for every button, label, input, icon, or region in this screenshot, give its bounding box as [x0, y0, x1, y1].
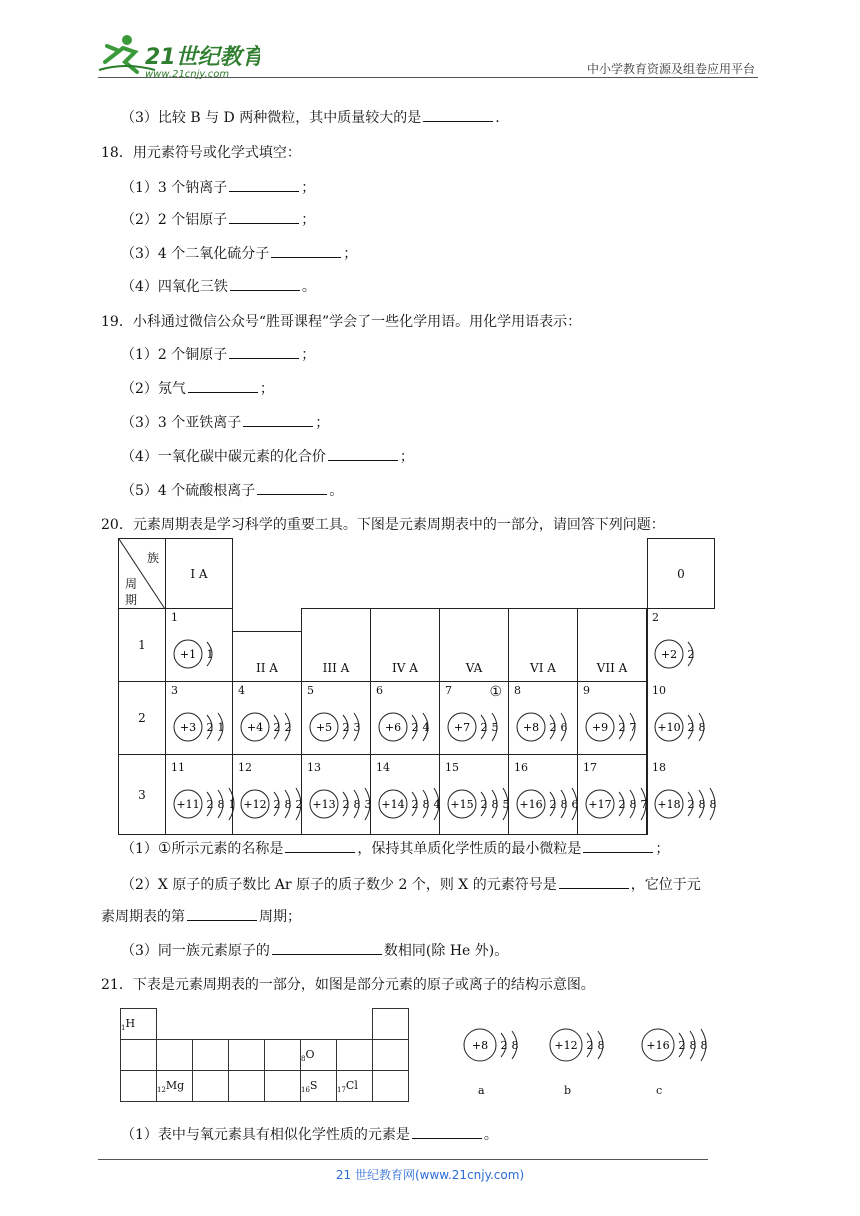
site-logo: [95, 32, 260, 80]
svg-text:1: 1: [228, 797, 236, 811]
q20-2: （2）X 原子的质子数比 Ar 原子的质子数少 2 个，则 X 的元素符号是 ，它位于元: [121, 874, 701, 894]
logo-url: www.21cnjy.com: [145, 69, 230, 80]
svg-text:2: 2: [273, 721, 281, 734]
element-cell: [166, 609, 233, 682]
svg-text:+10: +10: [657, 721, 681, 734]
svg-text:3: 3: [353, 721, 361, 734]
atomic-number: 4: [238, 684, 245, 697]
period-label-1: 1: [119, 609, 166, 682]
diagram-label: b: [564, 1084, 572, 1097]
element-cell: [302, 755, 371, 835]
svg-text:+11: +11: [176, 797, 200, 811]
periodic-table: [118, 538, 715, 835]
cell-blank: [337, 1040, 373, 1071]
svg-text:5: 5: [491, 721, 499, 734]
cell-o: $_8$O: [301, 1040, 337, 1071]
mini-periodic-table: [120, 1008, 409, 1102]
svg-text:7: 7: [629, 721, 637, 734]
svg-text:2: 2: [480, 721, 488, 734]
element-cell: [302, 682, 371, 755]
svg-text:6: 6: [571, 797, 579, 811]
answer-blank[interactable]: [187, 906, 257, 921]
answer-blank[interactable]: [243, 412, 313, 427]
q21-1: （1）表中与氧元素具有相似化学性质的元素是 。: [121, 1124, 498, 1144]
atomic-number: 15: [445, 760, 459, 774]
q19-4: （4）一氧化碳中碳元素的化合价 ；: [121, 446, 414, 466]
svg-text:2: 2: [284, 721, 292, 734]
svg-text:+6: +6: [384, 721, 402, 734]
atomic-number: 3: [171, 684, 178, 697]
svg-text:8: 8: [700, 1039, 708, 1052]
period-label-2: 2: [119, 682, 166, 755]
atomic-number: 9: [583, 684, 590, 697]
header-divider: [98, 77, 758, 78]
svg-text:+17: +17: [588, 797, 612, 811]
answer-blank[interactable]: [188, 378, 258, 393]
group-header-6a: VI A: [509, 609, 578, 682]
svg-text:2: 2: [206, 721, 214, 734]
element-cell: [440, 682, 509, 755]
answer-blank[interactable]: [285, 838, 355, 853]
atomic-number: 13: [307, 760, 321, 774]
q20-1: （1）①所示元素的名称是 ，保持其单质化学性质的最小微粒是 ；: [121, 839, 670, 857]
group-header-4a: IV A: [371, 609, 440, 682]
atom-structure-diagram: [651, 779, 744, 832]
q19-5: （5）4 个硫酸根离子 。: [121, 480, 343, 500]
q18-3: （3）4 个二氧化硫分子 ；: [121, 243, 357, 263]
q19-2: （2）氖气 ；: [121, 378, 274, 398]
answer-blank[interactable]: [230, 276, 300, 291]
cell-blank: [265, 1040, 301, 1071]
element-cell: [371, 755, 440, 835]
marker-circled-one: ①: [489, 684, 502, 700]
atomic-number: 7: [445, 684, 452, 697]
q19-3: （3）3 个亚铁离子 ；: [121, 412, 329, 432]
q20-title: 20．元素周期表是学习科学的重要工具。下图是元素周期表中的一部分，请回答下列问题：: [101, 517, 665, 533]
diagram-label: c: [656, 1084, 663, 1097]
atomic-number: 12: [238, 760, 252, 774]
atomic-number: 14: [376, 760, 390, 774]
svg-text:8: 8: [689, 1039, 697, 1052]
structure-diagram-c: [638, 1018, 735, 1097]
element-cell: [578, 755, 647, 835]
answer-blank[interactable]: [271, 243, 341, 258]
svg-text:2: 2: [618, 797, 626, 811]
q21-title: 21．下表是元素周期表的一部分，如图是部分元素的原子或离子的结构示意图。: [101, 977, 595, 993]
svg-text:2: 2: [411, 721, 419, 734]
answer-blank[interactable]: [272, 940, 382, 955]
atomic-number: 8: [514, 684, 521, 697]
svg-text:+8: +8: [471, 1039, 489, 1052]
diagram-label: a: [478, 1084, 485, 1097]
group-header-1a: I A: [166, 539, 233, 609]
cell-blank: [121, 1040, 157, 1071]
svg-text:2: 2: [411, 797, 419, 811]
svg-text:8: 8: [698, 721, 706, 734]
q19-title: 19．小科通过微信公众号“胜哥课程”学会了一些化学用语。用化学用语表示：: [101, 314, 582, 330]
element-cell: [166, 755, 236, 835]
svg-text:8: 8: [709, 797, 717, 811]
svg-text:8: 8: [217, 797, 225, 811]
atomic-number: 17: [583, 760, 597, 774]
svg-text:+13: +13: [312, 797, 336, 811]
svg-text:1: 1: [206, 648, 214, 661]
svg-text:2: 2: [206, 797, 214, 811]
group-header-5a: VA: [440, 609, 509, 682]
q20-2-cont: 素周期表的第 周期；: [101, 906, 301, 926]
cell-blank: [373, 1009, 409, 1040]
group-header-7a: VII A: [578, 609, 647, 682]
atomic-number: 5: [307, 684, 314, 697]
svg-text:8: 8: [629, 797, 637, 811]
cell-cl: $_{17}$Cl: [337, 1071, 373, 1102]
logo-text: 21世纪教育: [145, 45, 260, 70]
footer-divider: [98, 1159, 708, 1160]
svg-text:2: 2: [678, 1039, 686, 1052]
cell-blank: [193, 1071, 229, 1102]
element-cell: [509, 682, 578, 755]
answer-blank[interactable]: [423, 107, 493, 122]
answer-blank[interactable]: [257, 480, 327, 495]
answer-blank[interactable]: [229, 209, 299, 224]
svg-text:+16: +16: [519, 797, 543, 811]
svg-text:2: 2: [687, 648, 695, 661]
svg-text:+5: +5: [315, 721, 333, 734]
q20-3: （3）同一族元素原子的 数相同(除 He 外)。: [121, 940, 508, 960]
svg-text:+18: +18: [657, 797, 681, 811]
atom-structure-diagram: [651, 629, 722, 682]
answer-blank[interactable]: [328, 446, 398, 461]
q18-2: （2）2 个铝原子 ；: [121, 209, 315, 229]
cell-blank: [121, 1071, 157, 1102]
structure-diagram-a: [460, 1018, 546, 1097]
svg-text:2: 2: [295, 797, 303, 811]
svg-text:+12: +12: [554, 1039, 578, 1052]
atomic-number: 16: [514, 760, 528, 774]
svg-text:8: 8: [491, 797, 499, 811]
svg-text:2: 2: [618, 721, 626, 734]
header-platform-text: 中小学教育资源及组卷应用平台: [586, 62, 755, 76]
answer-blank[interactable]: [229, 344, 299, 359]
answer-blank[interactable]: [583, 838, 653, 853]
q19-1: （1）2 个铜原子 ；: [121, 344, 315, 364]
period-label-3: 3: [119, 755, 166, 835]
answer-blank[interactable]: [229, 177, 299, 192]
structure-diagram-b: [546, 1018, 632, 1097]
group-header-0: 0: [648, 539, 715, 609]
cell-s: $_{16}$S: [301, 1071, 337, 1102]
svg-text:+7: +7: [453, 721, 471, 734]
svg-text:7: 7: [640, 797, 648, 811]
group-header-3a: III A: [302, 609, 371, 682]
atomic-number: 6: [376, 684, 383, 697]
svg-text:8: 8: [422, 797, 430, 811]
svg-text:8: 8: [698, 797, 706, 811]
svg-text:+3: +3: [179, 721, 197, 734]
cell-blank: [193, 1040, 229, 1071]
element-cell: [233, 682, 302, 755]
element-cell: [371, 682, 440, 755]
svg-text:2: 2: [342, 721, 350, 734]
svg-text:8: 8: [284, 797, 292, 811]
element-cell: [233, 755, 302, 835]
svg-text:8: 8: [353, 797, 361, 811]
svg-text:+2: +2: [660, 648, 678, 661]
svg-text:2: 2: [480, 797, 488, 811]
atomic-number: 10: [652, 684, 666, 697]
svg-text:8: 8: [560, 797, 568, 811]
cell-blank: [229, 1071, 265, 1102]
cell-blank: [265, 1071, 301, 1102]
svg-text:2: 2: [342, 797, 350, 811]
cell-h: $_1$H: [121, 1009, 157, 1040]
element-cell: [647, 609, 695, 682]
svg-text:2: 2: [273, 797, 281, 811]
svg-text:8: 8: [597, 1039, 605, 1052]
table-corner: 族 周 期: [119, 539, 166, 609]
cell-blank: [373, 1071, 409, 1102]
atomic-number: 2: [652, 611, 659, 624]
q18-1: （1）3 个钠离子 ；: [121, 177, 315, 197]
svg-text:2: 2: [500, 1039, 508, 1052]
cell-blank: [157, 1040, 193, 1071]
svg-text:4: 4: [422, 721, 430, 734]
answer-blank[interactable]: [412, 1124, 482, 1139]
svg-text:+1: +1: [179, 648, 197, 661]
svg-text:+4: +4: [246, 721, 264, 734]
svg-text:8: 8: [511, 1039, 519, 1052]
svg-text:2: 2: [586, 1039, 594, 1052]
q18-title: 18．用元素符号或化学式填空：: [101, 145, 301, 161]
svg-text:+14: +14: [381, 797, 405, 811]
footer-text: 21 世纪教育网(www.21cnjy.com): [335, 1168, 525, 1182]
svg-text:2: 2: [687, 721, 695, 734]
atomic-number: 18: [652, 760, 666, 774]
q17-3: （3）比较 B 与 D 两种微粒，其中质量较大的是 .: [121, 107, 500, 127]
svg-text:+12: +12: [243, 797, 267, 811]
svg-text:3: 3: [364, 797, 372, 811]
svg-text:2: 2: [549, 797, 557, 811]
cell-blank: [373, 1040, 409, 1071]
group-header-2a: II A: [233, 609, 302, 682]
element-cell: [166, 682, 233, 755]
atom-structure-diagram: [170, 629, 241, 682]
atom-structure-diagram: [651, 702, 733, 755]
cell-mg: $_{12}$Mg: [157, 1071, 193, 1102]
element-cell: [440, 755, 509, 835]
element-cell: [509, 755, 578, 835]
svg-text:+16: +16: [646, 1039, 670, 1052]
atomic-number: 11: [171, 760, 185, 774]
svg-text:2: 2: [549, 721, 557, 734]
svg-text:1: 1: [217, 721, 225, 734]
svg-text:+8: +8: [522, 721, 540, 734]
cell-blank: [229, 1040, 265, 1071]
svg-text:5: 5: [502, 797, 510, 811]
svg-text:2: 2: [687, 797, 695, 811]
answer-blank[interactable]: [559, 874, 629, 889]
element-cell: [578, 682, 647, 755]
svg-text:6: 6: [560, 721, 568, 734]
q18-4: （4）四氧化三铁 。: [121, 276, 316, 296]
atomic-number: 1: [171, 611, 178, 624]
svg-text:4: 4: [433, 797, 441, 811]
svg-text:+15: +15: [450, 797, 474, 811]
svg-text:+9: +9: [591, 721, 609, 734]
